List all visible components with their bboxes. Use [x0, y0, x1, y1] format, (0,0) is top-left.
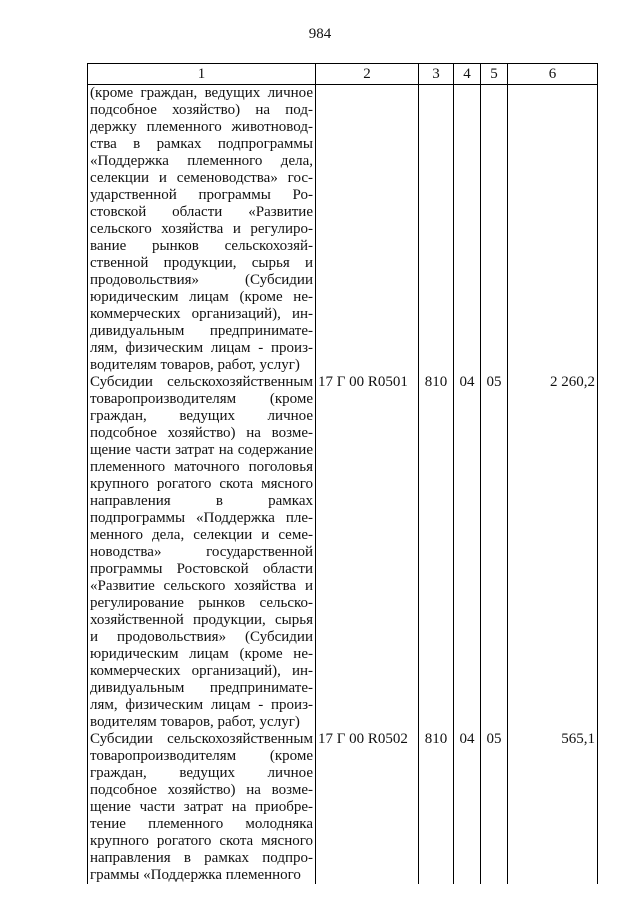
- row-description: Субсидии сельскохозяйственным товаропроизводителям (кроме граждан, ведущих личное подсобное хозяйство) на возмещение части затрат на содержание племенного маточного поголовья крупного рогатого скота мясного направления в рамках подпрограммы «Поддержка племенного дела, селекции и семеноводства» государственной программы Ростовской области «Развитие сельского хозяйства и регулирование рынков сельскохозяйственной продукции, сырья и продовольствия» (Субсидии юридическим лицам (кроме некоммерческих организаций), индивидуальным предпринимателям, физическим лицам - производителям товаров, работ, услуг): [88, 374, 316, 731]
- budget-table: [87, 63, 598, 884]
- row-subsection: 05: [481, 731, 508, 884]
- row-target-code: [316, 85, 419, 375]
- row-amount: 565,1: [508, 731, 598, 884]
- row-section: [454, 85, 481, 375]
- column-header: 2: [316, 64, 419, 85]
- table-header-row: [88, 64, 598, 85]
- table-row: [88, 731, 598, 884]
- column-header: 5: [481, 64, 508, 85]
- column-header: 6: [508, 64, 598, 85]
- row-target-code: 17 Г 00 R0501: [316, 374, 419, 731]
- row-expense-type: 810: [419, 731, 454, 884]
- row-amount: 2 260,2: [508, 374, 598, 731]
- row-target-code: 17 Г 00 R0502: [316, 731, 419, 884]
- row-subsection: [481, 85, 508, 375]
- row-expense-type: [419, 85, 454, 375]
- row-expense-type: 810: [419, 374, 454, 731]
- row-section: 04: [454, 374, 481, 731]
- column-header: 1: [88, 64, 316, 85]
- column-header: 4: [454, 64, 481, 85]
- page-number: 984: [308, 26, 332, 42]
- row-section: 04: [454, 731, 481, 884]
- row-description: Субсидии сельскохозяйственным товаропроизводителям (кроме граждан, ведущих личное подсобное хозяйство) на возмещение части затрат на приобретение племенного молодняка крупного рогатого скота мясного направления в рамках подпрограммы «Поддержка племенного: [88, 731, 316, 884]
- row-subsection: 05: [481, 374, 508, 731]
- row-amount: [508, 85, 598, 375]
- row-description: (кроме граждан, ведущих личное подсобное хозяйство) на поддержку племенного животноводства в рамках подпрограммы «Поддержка племенного дела, селекции и семеноводства» государственной программы Ростовской области «Развитие сельского хозяйства и регулирование рынков сельскохозяйственной продукции, сырья и продовольствия» (Субсидии юридическим лицам (кроме некоммерческих организаций), индивидуальным предпринимателям, физическим лицам - производителям товаров, работ, услуг): [88, 85, 316, 375]
- table-row: [88, 374, 598, 731]
- table-row: [88, 85, 598, 375]
- column-header: 3: [419, 64, 454, 85]
